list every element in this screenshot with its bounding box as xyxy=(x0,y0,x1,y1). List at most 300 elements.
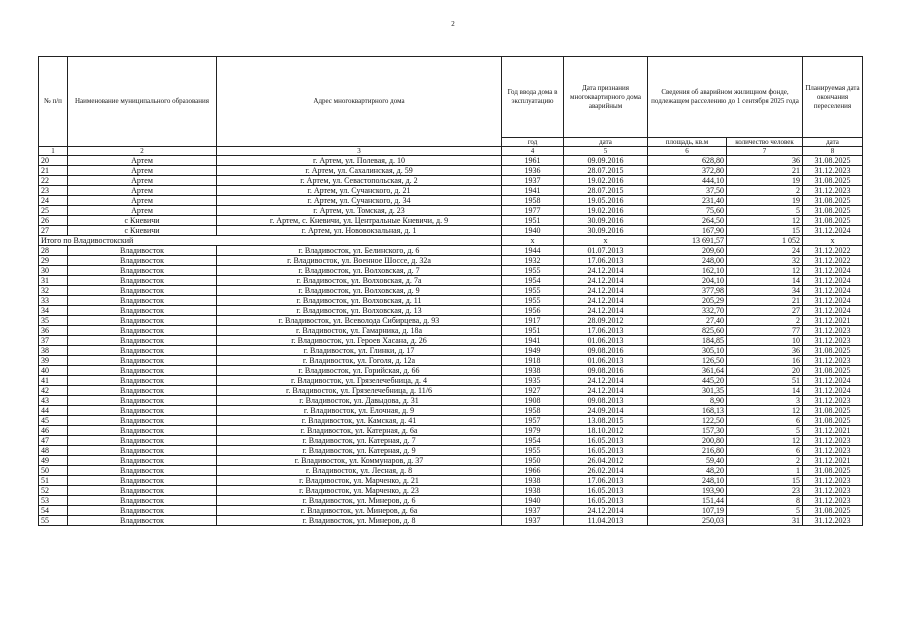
subheader-planned-date: дата xyxy=(803,138,863,147)
date-cell: 16.05.2013 xyxy=(564,446,648,456)
planned-date-cell: 31.12.2023 xyxy=(803,436,863,446)
year-cell: 1955 xyxy=(502,446,564,456)
table-row xyxy=(39,196,863,206)
area-cell: 168,13 xyxy=(648,406,727,416)
year-cell: 1938 xyxy=(502,476,564,486)
address-cell: г. Артем, с. Кневичи, ул. Центральные Кневичи, д. 9 xyxy=(217,216,502,226)
planned-date-cell: 31.12.2021 xyxy=(803,316,863,326)
year-cell: 1961 xyxy=(502,156,564,166)
people-cell: 5 xyxy=(727,426,803,436)
table-row xyxy=(39,386,863,396)
date-cell: 09.09.2016 xyxy=(564,156,648,166)
people-cell: 2 xyxy=(727,186,803,196)
people-cell: 77 xyxy=(727,326,803,336)
people-cell: 51 xyxy=(727,376,803,386)
col-number: 7 xyxy=(727,147,803,156)
municipality-cell: Владивосток xyxy=(68,356,217,366)
municipality-cell: Артем xyxy=(68,176,217,186)
year-cell: 1979 xyxy=(502,426,564,436)
row-num: 55 xyxy=(39,516,68,526)
year-cell: 1949 xyxy=(502,346,564,356)
area-cell: 122,50 xyxy=(648,416,727,426)
col-number: 1 xyxy=(39,147,68,156)
people-cell: 12 xyxy=(727,216,803,226)
row-num: 35 xyxy=(39,316,68,326)
year-cell: 1951 xyxy=(502,216,564,226)
row-num: 23 xyxy=(39,186,68,196)
date-cell: 16.05.2013 xyxy=(564,436,648,446)
planned-date-cell: 31.12.2024 xyxy=(803,296,863,306)
people-cell: 24 xyxy=(727,246,803,256)
people-cell: 10 xyxy=(727,336,803,346)
planned-date-cell: 31.12.2024 xyxy=(803,286,863,296)
table-row xyxy=(39,476,863,486)
municipality-cell: Владивосток xyxy=(68,466,217,476)
address-cell: г. Владивосток, ул. Марченко, д. 23 xyxy=(217,486,502,496)
year-cell: 1954 xyxy=(502,276,564,286)
address-cell: г. Владивосток, ул. Гоголя, д. 12а xyxy=(217,356,502,366)
address-cell: г. Владивосток, ул. Катерная, д. 9 xyxy=(217,446,502,456)
table-row xyxy=(39,466,863,476)
planned-date-cell: 31.12.2024 xyxy=(803,266,863,276)
planned-date-cell: 31.08.2025 xyxy=(803,466,863,476)
area-cell: 825,60 xyxy=(648,326,727,336)
col-number: 5 xyxy=(564,147,648,156)
table-row xyxy=(39,286,863,296)
planned-date-cell: 31.12.2024 xyxy=(803,376,863,386)
table-row xyxy=(39,416,863,426)
area-cell: 126,50 xyxy=(648,356,727,366)
people-cell: 2 xyxy=(727,456,803,466)
municipality-cell: Владивосток xyxy=(68,436,217,446)
address-cell: г. Артем, ул. Сахалинская, д. 59 xyxy=(217,166,502,176)
row-num: 45 xyxy=(39,416,68,426)
planned-date-cell: 31.12.2023 xyxy=(803,396,863,406)
year-cell: 1956 xyxy=(502,306,564,316)
row-num: 54 xyxy=(39,506,68,516)
year-cell: 1940 xyxy=(502,496,564,506)
subheader-date: дата xyxy=(564,138,648,147)
date-cell: 24.12.2014 xyxy=(564,266,648,276)
date-cell: 28.07.2015 xyxy=(564,186,648,196)
municipality-cell: Владивосток xyxy=(68,376,217,386)
planned-date-cell: 31.08.2025 xyxy=(803,506,863,516)
row-num: 42 xyxy=(39,386,68,396)
planned-date-cell: 31.12.2024 xyxy=(803,386,863,396)
date-cell: 24.09.2014 xyxy=(564,406,648,416)
area-cell: 209,60 xyxy=(648,246,727,256)
people-cell: 12 xyxy=(727,436,803,446)
planned-date-cell: 31.08.2025 xyxy=(803,206,863,216)
table-row xyxy=(39,256,863,266)
col-number: 6 xyxy=(648,147,727,156)
address-cell: г. Владивосток, ул. Горийская, д. 66 xyxy=(217,366,502,376)
table-row xyxy=(39,486,863,496)
people-cell: 21 xyxy=(727,166,803,176)
area-cell: 204,10 xyxy=(648,276,727,286)
area-cell: 184,85 xyxy=(648,336,727,346)
municipality-cell: Владивосток xyxy=(68,246,217,256)
people-cell: 23 xyxy=(727,486,803,496)
municipality-cell: Владивосток xyxy=(68,426,217,436)
people-cell: 8 xyxy=(727,496,803,506)
date-cell: 17.06.2013 xyxy=(564,256,648,266)
table-row xyxy=(39,346,863,356)
row-num: 24 xyxy=(39,196,68,206)
area-cell: 193,90 xyxy=(648,486,727,496)
date-cell: 24.12.2014 xyxy=(564,296,648,306)
row-num: 29 xyxy=(39,256,68,266)
date-cell: 13.08.2015 xyxy=(564,416,648,426)
address-cell: г. Владивосток, ул. Волховская, д. 13 xyxy=(217,306,502,316)
area-cell: 48,20 xyxy=(648,466,727,476)
municipality-cell: Владивосток xyxy=(68,306,217,316)
address-cell: г. Артем, ул. Сучанского, д. 34 xyxy=(217,196,502,206)
date-cell: 17.06.2013 xyxy=(564,476,648,486)
address-cell: г. Владивосток, ул. Героев Хасана, д. 26 xyxy=(217,336,502,346)
municipality-cell: Владивосток xyxy=(68,286,217,296)
people-cell: 15 xyxy=(727,226,803,236)
address-cell: г. Артем, ул. Сучанского, д. 21 xyxy=(217,186,502,196)
row-num: 33 xyxy=(39,296,68,306)
year-cell: 1958 xyxy=(502,196,564,206)
address-cell: г. Владивосток, ул. Камская, д. 41 xyxy=(217,416,502,426)
year-cell: 1977 xyxy=(502,206,564,216)
year-cell: 1917 xyxy=(502,316,564,326)
address-cell: г. Артем, ул. Томская, д. 23 xyxy=(217,206,502,216)
header-recognition-date: Дата признания многоквартирного дома аварийным xyxy=(564,57,648,138)
date-cell: 24.12.2014 xyxy=(564,506,648,516)
municipality-cell: Владивосток xyxy=(68,516,217,526)
people-cell: 6 xyxy=(727,446,803,456)
row-num: 40 xyxy=(39,366,68,376)
area-cell: 361,64 xyxy=(648,366,727,376)
date-cell: 24.12.2014 xyxy=(564,306,648,316)
year-cell: 1951 xyxy=(502,326,564,336)
municipality-cell: Владивосток xyxy=(68,456,217,466)
col-number: 3 xyxy=(217,147,502,156)
date-cell: 17.06.2013 xyxy=(564,326,648,336)
planned-date-cell: 31.12.2021 xyxy=(803,456,863,466)
row-num: 34 xyxy=(39,306,68,316)
date-cell: 24.12.2014 xyxy=(564,386,648,396)
planned-date-cell: 31.12.2023 xyxy=(803,166,863,176)
planned-date-cell: 31.08.2025 xyxy=(803,346,863,356)
year-cell: 1936 xyxy=(502,166,564,176)
row-num: 46 xyxy=(39,426,68,436)
address-cell: г. Владивосток, ул. Волховская, д. 9 xyxy=(217,286,502,296)
subheader-area: площадь, кв.м xyxy=(648,138,727,147)
municipality-cell: Владивосток xyxy=(68,406,217,416)
year-cell: 1908 xyxy=(502,396,564,406)
date-cell: 30.09.2016 xyxy=(564,216,648,226)
area-cell: 444,10 xyxy=(648,176,727,186)
date-cell: 26.04.2012 xyxy=(564,456,648,466)
year-cell: 1918 xyxy=(502,356,564,366)
address-cell: г. Владивосток, ул. Марченко, д. 21 xyxy=(217,476,502,486)
housing-table xyxy=(38,56,863,526)
municipality-cell: Владивосток xyxy=(68,506,217,516)
planned-date-cell: 31.12.2024 xyxy=(803,276,863,286)
table-row xyxy=(39,296,863,306)
row-num: 28 xyxy=(39,246,68,256)
planned-date-cell: 31.12.2023 xyxy=(803,186,863,196)
date-cell: 19.02.2016 xyxy=(564,176,648,186)
area-cell: 27,40 xyxy=(648,316,727,326)
municipality-cell: Владивосток xyxy=(68,386,217,396)
table-row xyxy=(39,176,863,186)
row-num: 22 xyxy=(39,176,68,186)
planned-date-cell: 31.08.2025 xyxy=(803,176,863,186)
header-address: Адрес многоквартирного дома xyxy=(217,57,502,147)
address-cell: г. Владивосток, ул. Давыдова, д. 31 xyxy=(217,396,502,406)
table-row xyxy=(39,376,863,386)
area-cell: 231,40 xyxy=(648,196,727,206)
year-cell: 1955 xyxy=(502,286,564,296)
row-num: 38 xyxy=(39,346,68,356)
address-cell: г. Владивосток, ул. Лесная, д. 8 xyxy=(217,466,502,476)
address-cell: г. Владивосток, ул. Всеволода Сибирцева, д. 93 xyxy=(217,316,502,326)
date-cell: 19.02.2016 xyxy=(564,206,648,216)
address-cell: г. Владивосток, ул. Минеров, д. 6 xyxy=(217,496,502,506)
municipality-cell: Владивосток xyxy=(68,396,217,406)
municipality-cell: Владивосток xyxy=(68,316,217,326)
address-cell: г. Владивосток, ул. Минеров, д. 6а xyxy=(217,506,502,516)
planned-date-cell: 31.12.2022 xyxy=(803,256,863,266)
table-row xyxy=(39,326,863,336)
year-cell: 1935 xyxy=(502,376,564,386)
area-cell: 151,44 xyxy=(648,496,727,506)
row-num: 44 xyxy=(39,406,68,416)
table-row xyxy=(39,216,863,226)
header-info: Сведения об аварийном жилищном фонде, подлежащем расселению до 1 сентября 2025 года xyxy=(648,57,803,138)
table-row xyxy=(39,186,863,196)
area-cell: 301,35 xyxy=(648,386,727,396)
year-cell: 1955 xyxy=(502,266,564,276)
people-cell: 34 xyxy=(727,286,803,296)
address-cell: г. Владивосток, ул. Белинского, д. 6 xyxy=(217,246,502,256)
area-cell: 445,20 xyxy=(648,376,727,386)
municipality-cell: Владивосток xyxy=(68,496,217,506)
area-cell: 107,19 xyxy=(648,506,727,516)
area-cell: 628,80 xyxy=(648,156,727,166)
table-row xyxy=(39,226,863,236)
people-cell: 32 xyxy=(727,256,803,266)
row-num: 32 xyxy=(39,286,68,296)
row-num: 36 xyxy=(39,326,68,336)
date-cell: 09.08.2016 xyxy=(564,346,648,356)
area-cell: 248,10 xyxy=(648,476,727,486)
planned-date-cell: 31.08.2025 xyxy=(803,416,863,426)
row-num: 48 xyxy=(39,446,68,456)
address-cell: г. Владивосток, ул. Елочная, д. 9 xyxy=(217,406,502,416)
date-cell: 28.07.2015 xyxy=(564,166,648,176)
year-cell: 1957 xyxy=(502,416,564,426)
table-row xyxy=(39,166,863,176)
column-numbers-row xyxy=(39,147,863,156)
area-cell: 59,40 xyxy=(648,456,727,466)
area-cell: 37,50 xyxy=(648,186,727,196)
people-cell: 31 xyxy=(727,516,803,526)
table-row xyxy=(39,336,863,346)
row-num: 50 xyxy=(39,466,68,476)
planned-date-cell: 31.08.2025 xyxy=(803,196,863,206)
row-num: 39 xyxy=(39,356,68,366)
area-cell: 372,80 xyxy=(648,166,727,176)
area-cell: 264,50 xyxy=(648,216,727,226)
year-cell: 1927 xyxy=(502,386,564,396)
row-num: 30 xyxy=(39,266,68,276)
row-num: 49 xyxy=(39,456,68,466)
header-municipality: Наименование муниципального образования xyxy=(68,57,217,147)
area-cell: 250,03 xyxy=(648,516,727,526)
row-num: 43 xyxy=(39,396,68,406)
people-cell: 12 xyxy=(727,406,803,416)
municipality-cell: Владивосток xyxy=(68,346,217,356)
date-cell: 24.12.2014 xyxy=(564,276,648,286)
planned-date-cell: 31.12.2023 xyxy=(803,326,863,336)
people-cell: 14 xyxy=(727,276,803,286)
table-row xyxy=(39,446,863,456)
people-cell: 20 xyxy=(727,366,803,376)
year-cell: 1966 xyxy=(502,466,564,476)
year-cell: 1937 xyxy=(502,506,564,516)
table-row xyxy=(39,396,863,406)
header-num: № п/п xyxy=(39,57,68,147)
people-cell: 36 xyxy=(727,346,803,356)
address-cell: г. Артем, ул. Полевая, д. 10 xyxy=(217,156,502,166)
municipality-cell: Владивосток xyxy=(68,266,217,276)
date-cell: 11.04.2013 xyxy=(564,516,648,526)
people-cell: 19 xyxy=(727,176,803,186)
date-cell: 16.05.2013 xyxy=(564,496,648,506)
date-cell: 28.09.2012 xyxy=(564,316,648,326)
area-cell: 8,90 xyxy=(648,396,727,406)
table-row xyxy=(39,366,863,376)
date-cell: 09.08.2013 xyxy=(564,396,648,406)
address-cell: г. Владивосток, ул. Грязелечебница, д. 11/6 xyxy=(217,386,502,396)
area-cell: 75,60 xyxy=(648,206,727,216)
address-cell: г. Владивосток, ул. Минеров, д. 8 xyxy=(217,516,502,526)
planned-date-cell: 31.12.2023 xyxy=(803,336,863,346)
address-cell: г. Владивосток, ул. Катерная, д. 7 xyxy=(217,436,502,446)
year-cell: 1955 xyxy=(502,296,564,306)
area-cell: 162,10 xyxy=(648,266,727,276)
municipality-cell: Артем xyxy=(68,166,217,176)
table-row xyxy=(39,496,863,506)
planned-date-cell: 31.12.2023 xyxy=(803,496,863,506)
row-num: 52 xyxy=(39,486,68,496)
subtotal-row xyxy=(39,236,863,246)
date-cell: 18.10.2012 xyxy=(564,426,648,436)
col-number: 8 xyxy=(803,147,863,156)
people-cell: 5 xyxy=(727,206,803,216)
address-cell: г. Владивосток, ул. Глинки, д. 17 xyxy=(217,346,502,356)
municipality-cell: с Кневичи xyxy=(68,216,217,226)
subtotal-planned: x xyxy=(803,236,863,246)
area-cell: 167,90 xyxy=(648,226,727,236)
municipality-cell: Владивосток xyxy=(68,326,217,336)
address-cell: г. Владивосток, ул. Гамарника, д. 18а xyxy=(217,326,502,336)
planned-date-cell: 31.12.2023 xyxy=(803,446,863,456)
row-num: 47 xyxy=(39,436,68,446)
year-cell: 1954 xyxy=(502,436,564,446)
row-num: 25 xyxy=(39,206,68,216)
subheader-people: количество человек xyxy=(727,138,803,147)
people-cell: 2 xyxy=(727,316,803,326)
table-row xyxy=(39,456,863,466)
date-cell: 24.12.2014 xyxy=(564,286,648,296)
area-cell: 377,98 xyxy=(648,286,727,296)
planned-date-cell: 31.12.2023 xyxy=(803,516,863,526)
area-cell: 332,70 xyxy=(648,306,727,316)
table-row xyxy=(39,356,863,366)
year-cell: 1941 xyxy=(502,336,564,346)
area-cell: 305,10 xyxy=(648,346,727,356)
year-cell: 1944 xyxy=(502,246,564,256)
area-cell: 205,29 xyxy=(648,296,727,306)
planned-date-cell: 31.12.2024 xyxy=(803,306,863,316)
date-cell: 01.06.2013 xyxy=(564,356,648,366)
year-cell: 1950 xyxy=(502,456,564,466)
municipality-cell: Артем xyxy=(68,156,217,166)
subtotal-people: 1 052 xyxy=(727,236,803,246)
municipality-cell: Владивосток xyxy=(68,296,217,306)
people-cell: 1 xyxy=(727,466,803,476)
planned-date-cell: 31.12.2023 xyxy=(803,476,863,486)
address-cell: г. Владивосток, ул. Катерная, д. 6а xyxy=(217,426,502,436)
table-row xyxy=(39,306,863,316)
row-num: 26 xyxy=(39,216,68,226)
address-cell: г. Владивосток, ул. Волховская, д. 11 xyxy=(217,296,502,306)
row-num: 20 xyxy=(39,156,68,166)
planned-date-cell: 31.08.2025 xyxy=(803,406,863,416)
people-cell: 27 xyxy=(727,306,803,316)
year-cell: 1941 xyxy=(502,186,564,196)
address-cell: г. Владивосток, ул. Волховская, д. 7 xyxy=(217,266,502,276)
municipality-cell: Владивосток xyxy=(68,416,217,426)
year-cell: 1940 xyxy=(502,226,564,236)
municipality-cell: Артем xyxy=(68,206,217,216)
planned-date-cell: 31.08.2025 xyxy=(803,156,863,166)
subtotal-section xyxy=(39,236,863,246)
header-year: Год ввода дома в эксплуатацию xyxy=(502,57,564,138)
people-cell: 19 xyxy=(727,196,803,206)
municipality-cell: Владивосток xyxy=(68,336,217,346)
municipality-cell: Владивосток xyxy=(68,276,217,286)
table-row xyxy=(39,506,863,516)
table-row xyxy=(39,206,863,216)
table-row xyxy=(39,246,863,256)
date-cell: 01.06.2013 xyxy=(564,336,648,346)
address-cell: г. Владивосток, ул. Военное Шоссе, д. 32а xyxy=(217,256,502,266)
date-cell: 26.02.2014 xyxy=(564,466,648,476)
date-cell: 16.05.2013 xyxy=(564,486,648,496)
people-cell: 16 xyxy=(727,356,803,366)
municipality-cell: Артем xyxy=(68,186,217,196)
people-cell: 36 xyxy=(727,156,803,166)
date-cell: 24.12.2014 xyxy=(564,376,648,386)
table-row xyxy=(39,436,863,446)
address-cell: г. Владивосток, ул. Волховская, д. 7а xyxy=(217,276,502,286)
artem-rows xyxy=(39,156,863,236)
subtotal-date: x xyxy=(564,236,648,246)
year-cell: 1938 xyxy=(502,486,564,496)
subtotal-year: x xyxy=(502,236,564,246)
row-num: 31 xyxy=(39,276,68,286)
row-num: 51 xyxy=(39,476,68,486)
planned-date-cell: 31.12.2022 xyxy=(803,246,863,256)
